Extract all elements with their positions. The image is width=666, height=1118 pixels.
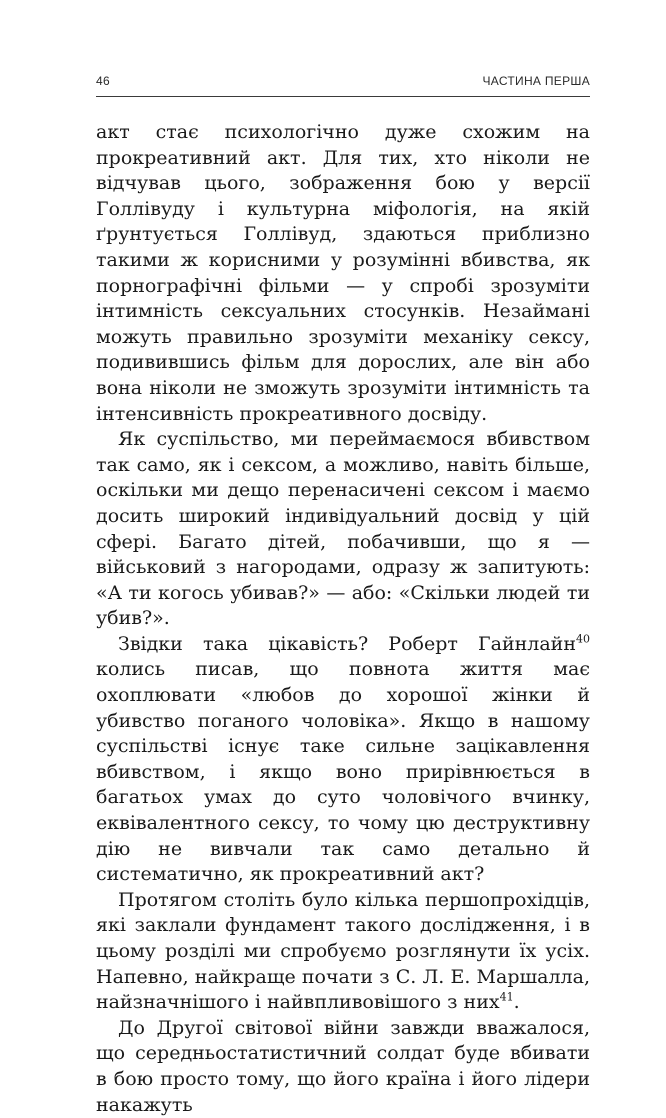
paragraph-4-text-after: . [513, 991, 520, 1014]
footnote-ref-41[interactable]: 41 [499, 990, 514, 1004]
paragraph-3-text-after: колись писав, що повнота життя має охоплювати «любов до хорошої жінки й убивство поганого чоловіка». Якщо в нашому суспільстві існує таке сильне зацікавлення вбивством, і якщо воно прирівнюється в багатьох умах до суто чоловічого вчинку, еквівалентного сексу, то чому цю деструктивну дію не вивчали так само детально й систематично, як прокреативний акт? [96, 658, 590, 886]
footnote-ref-40[interactable]: 40 [576, 632, 590, 646]
body-text [96, 120, 590, 1118]
section-title: ЧАСТИНА ПЕРША [482, 74, 590, 88]
page-number: 46 [96, 74, 110, 88]
paragraph-3-text-before: Звідки така цікавість? Роберт Гайнлайн [118, 632, 576, 655]
paragraph-1: акт стає психологічно дуже схожим на прокреативний акт. Для тих, хто ніколи не відчував цього, зображення бою у версії Голлівуду і культурна міфологія, на якій ґрунтується Голлівуд, здаються приблизно такими ж корисними у розумінні вбивства, як порнографічні фільми — у спробі зрозуміти інтимність сексуальних стосунків. Незаймані можуть правильно зрозуміти механіку сексу, подивившись фільм для дорослих, але він або вона ніколи не зможуть зрозуміти інтимність та інтенсивність прокреативного досвіду. [96, 121, 590, 425]
paragraph-4-text-before: Протягом століть було кілька першопрохідців, які заклали фундамент такого дослідження, і в цьому розділі ми спробуємо розглянути їх усіх. Напевно, найкраще почати з С. Л. Е. Маршалла, найзначнішого і найвпливовішого з них [96, 888, 590, 1014]
paragraph-5: До Другої світової війни завжди вважалося, що середньостатистичний солдат буде вбивати в бою просто тому, що його країна і його лідери накажуть [96, 1016, 590, 1116]
paragraph-4 [96, 888, 590, 1016]
paragraph-2: Як суспільство, ми переймаємося вбивством так само, як і сексом, а можливо, навіть більше, оскільки ми дещо перенасичені сексом і маємо досить широкий індивідуальний досвід у цій сфері. Багато дітей, побачивши, що я — військовий з нагородами, одразу ж запитують: «А ти когось убивав?» — або: «Скільки людей ти убив?». [96, 428, 590, 630]
paragraph-3 [96, 632, 590, 888]
running-head [96, 74, 590, 96]
header-rule [96, 96, 590, 97]
